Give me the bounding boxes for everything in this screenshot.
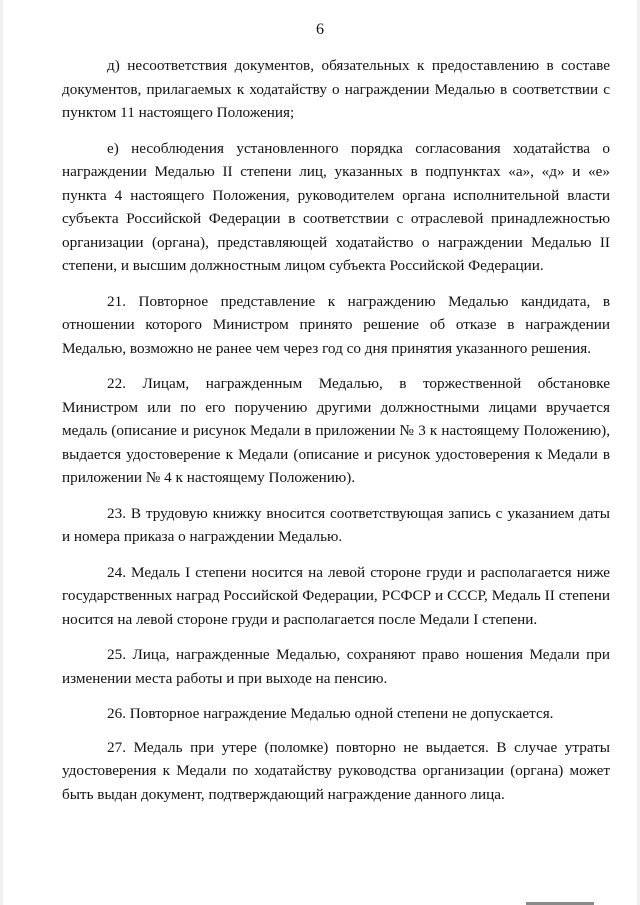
scan-left-edge <box>0 0 3 905</box>
paragraph-21: 21. Повторное представление к награждению Медалью кандидата, в отношении которого Министром принято решение об отказе в награждении Медалью, возможно не ранее чем через год со дня принятия указанного решения. <box>62 292 610 357</box>
paragraph-24: 24. Медаль I степени носится на левой стороне груди и располагается ниже государственных наград Российской Федерации, РСФСР и СССР, Медаль II степени носится на левой стороне груди и располагается после Медали I степени. <box>62 563 610 628</box>
paragraph-22: 22. Лицам, награжденным Медалью, в торжественной обстановке Министром или по его поручению другими должностными лицами вручается медаль (описание и рисунок Медали в приложении № 3 к настоящему Положению), выдается удостоверение к Медали (описание и рисунок удостоверения к Медали в приложении № 4 к настоящему Положению). <box>62 375 610 486</box>
page-number: 6 <box>316 21 324 38</box>
paragraph-23: 23. В трудовую книжку вносится соответствующая запись с указанием даты и номера приказа о награждении Медалью. <box>62 504 610 545</box>
paragraph-27: 27. Медаль при утере (поломке) повторно не выдается. В случае утраты удостоверения к Медали по ходатайству руководства организации (органа) может быть выдан документ, подтверждающий награждение данного лица. <box>62 738 610 803</box>
paragraph-e: е) несоблюдения установленного порядка согласования ходатайства о награждении Медалью II степени лиц, указанных в подпунктах «а», «д» и «е» пункта 4 настоящего Положения, руководителем органа исполнительной власти субъекта Российской Федерации в соответствии с отраслевой принадлежностью организации (органа), представляющей ходатайство о награждении Медалью II степени, и высшим должностным лицом субъекта Российской Федерации. <box>62 139 610 274</box>
paragraph-26: 26. Повторное награждение Медалью одной степени не допускается. <box>107 705 554 722</box>
document-body <box>62 54 610 818</box>
paragraph-d: д) несоответствия документов, обязательных к предоставлению в составе документов, прилагаемых к ходатайству о награждении Медалью в соответствии с пунктом 11 настоящего Положения; <box>62 57 610 121</box>
paragraph-25: 25. Лица, награжденные Медалью, сохраняют право ношения Медали при изменении места работы и при выходе на пенсию. <box>62 646 610 687</box>
